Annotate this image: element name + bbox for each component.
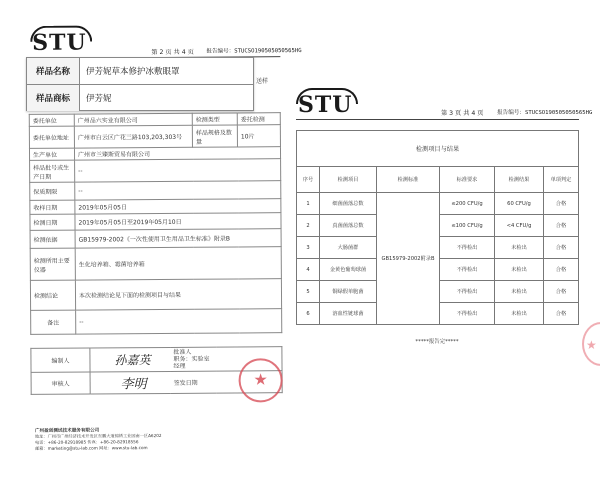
stu-logo: STU (298, 92, 352, 118)
table-row: 生产单位 广州市兰臻斯贸易有限公司 (29, 147, 280, 161)
table-row: 收样日期 2019年05月05日 (30, 199, 281, 215)
table-row: 3 大肠菌群 不得检出 未检出 合格 (297, 237, 579, 259)
table-row: 检测所用主要仪器 生化培养箱、霉菌培养箱 (30, 247, 281, 281)
sample-highlight-card (26, 57, 254, 111)
page-info: 第 2 页 共 4 页 (151, 48, 194, 57)
report-number: 报告编号：STUCSO190505050565HG (497, 110, 593, 116)
company-seal: ★ (238, 358, 282, 402)
table-row: 检测依据 GB15979-2002《一次性使用卫生用品卫生标准》附录B (30, 229, 281, 249)
table-row: 1 细菌菌落总数 GB15979-2002附录B ≤200 CFU/g 60 CFU/g 合格 (297, 193, 579, 215)
auditor-signature: 李明 (120, 377, 147, 393)
table-row: 检测日期 2019年05月05日至2019年05月10日 (30, 213, 281, 231)
table-row: 4 金黄色葡萄球菌 不得检出 未检出 合格 (297, 259, 579, 281)
report-page-3 (289, 86, 593, 386)
auditor-label: 审核人 (31, 372, 90, 394)
footer-phone: 电话：+86-20-82918985 传真：+86-20-82918556 (35, 439, 139, 445)
sample-name-value: 伊芳妮草本修护冰敷眼罩 (86, 67, 180, 77)
compiler-signature: 孙嘉英 (114, 353, 151, 368)
table-header-row: 序号 检测项目 检测标准 标准要求 检测结果 单项判定 (297, 167, 579, 193)
table-row: 样品批号或生产日期 -- (30, 159, 281, 183)
table-row: 保质期限 -- (30, 181, 281, 201)
table-row: 委托单位 广州品六实业有限公司 检测类型 委托检测 (29, 113, 280, 127)
sample-info-table (29, 112, 283, 335)
sample-name-label: 样品名称 (27, 58, 80, 84)
results-table (296, 130, 579, 325)
table-row: 5 铜绿假单胞菌 不得检出 未检出 合格 (297, 281, 579, 303)
results-title: 检测项目与结果 (297, 131, 579, 167)
sample-brand-label: 样品商标 (27, 85, 80, 111)
footer-company: 广州盈创测试技术服务有限公司 (34, 428, 100, 434)
table-row: 检测结论 本次检测结论见下面的检测项目与结果 (30, 279, 281, 311)
table-row: 2 真菌菌落总数 ≤100 CFU/g <4 CFU/g 合格 (297, 215, 579, 237)
standard-cell: GB15979-2002附录B (377, 193, 440, 325)
peek-text: 送样 (256, 78, 269, 85)
table-row: 6 溶血性链球菌 不得检出 未检出 合格 (297, 303, 579, 325)
report-end-note: *****报告完***** (415, 339, 459, 345)
signature-table: 编制人 批准人 职务：实验室经理 审核人 签发日期 (30, 346, 282, 395)
footer-email: 邮箱：marketing@stu-lab.com 网址：www.stu-lab.com (35, 445, 148, 451)
sign-date-label: 签发日期 (171, 371, 217, 393)
report-number: 报告编号：STUCSO190505050565HG (206, 48, 302, 55)
table-row: 备注 -- (31, 309, 282, 335)
edge-seal-star: ★ (586, 338, 597, 352)
page-info: 第 3 页 共 4 页 (441, 110, 484, 117)
compiler-label: 编制人 (31, 348, 90, 372)
sample-brand-value: 伊芳妮 (86, 94, 112, 104)
table-row: 委托单位地址 广州市白云区广花三路103,203,303号 样品规格及数量 10片 (29, 125, 280, 149)
footer-address: 地址：广州市广州经济技术开发区东鹏大道锦绣工业园南一区A6202 (34, 433, 162, 439)
stu-logo: STU (32, 30, 87, 56)
